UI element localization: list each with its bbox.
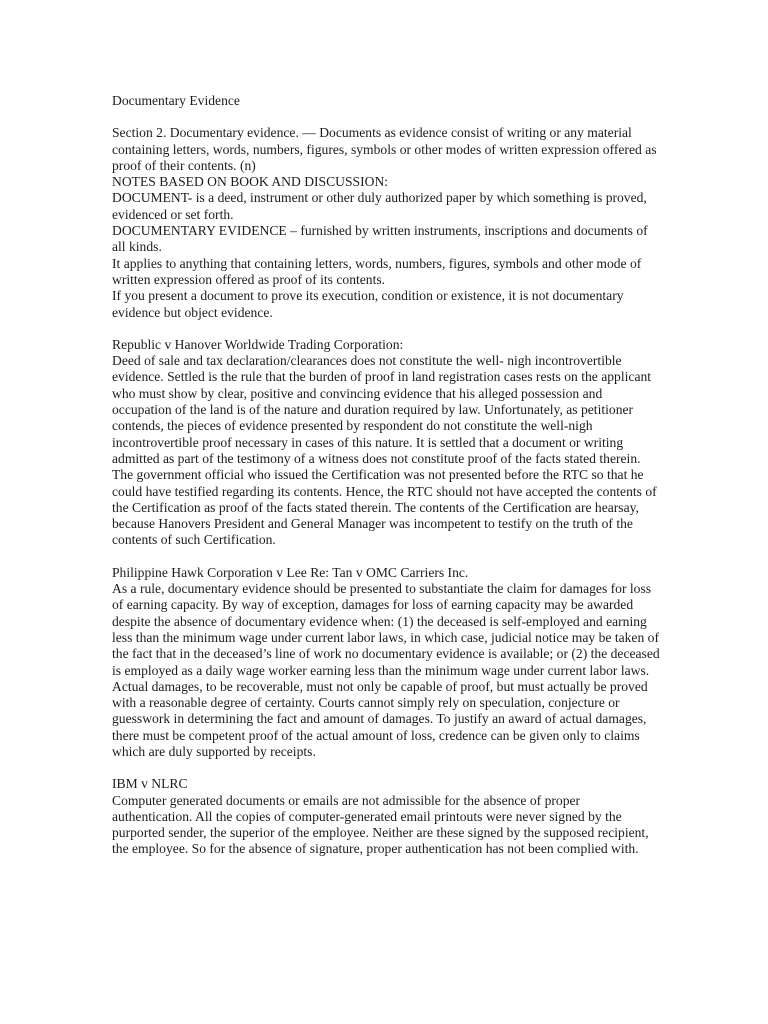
- case-paragraph: The government official who issued the Certification was not presented before the RTC so that he could have testified regarding its contents. Hence, the RTC should not have accepted the contents of the Certification as proof of the facts stated therein. The contents of the Certification are hearsay, because Hanovers President and General Manager was incompetent to testify on the truth of the contents of such Certification.: [112, 467, 657, 548]
- case-paragraph: Deed of sale and tax declaration/clearances does not constitute the well- nigh incontrovertible evidence. Settled is the rule that the burden of proof in land registration cases rests on the applicant who must show by clear, positive and convincing evidence that his alleged possession and occupation of the land is of the nature and duration required by law. Unfortunately, as petitioner contends, the pieces of evidence presented by respondent do not constitute the well-nigh incontrovertible proof necessary in cases of this nature. It is settled that a document or writing admitted as part of the testimony of a witness does not constitute proof of the facts stated therein.: [112, 353, 652, 466]
- document-title: Documentary Evidence: [112, 93, 240, 108]
- case-block-ibm-v-nlrc: [112, 776, 662, 857]
- document-definition: DOCUMENT- is a deed, instrument or other duly authorized paper by which something is proved, evidenced or set forth.: [112, 190, 647, 222]
- section-2-block: [112, 125, 662, 321]
- documentary-evidence-definition: DOCUMENTARY EVIDENCE – furnished by written instruments, inscriptions and documents of all kinds.: [112, 223, 648, 255]
- case-block-republic-v-hanover: [112, 337, 662, 549]
- case-heading: Republic v Hanover Worldwide Trading Corporation:: [112, 336, 404, 352]
- case-heading: Philippine Hawk Corporation v Lee Re: Tan v OMC Carriers Inc.: [112, 564, 469, 580]
- notes-heading: NOTES BASED ON BOOK AND DISCUSSION:: [112, 174, 389, 190]
- document-page: [112, 93, 662, 874]
- case-paragraph: Computer generated documents or emails are not admissible for the absence of proper authentication. All the copies of computer-generated email printouts were never signed by the purported sender, the superior of the employee. Neither are these signed by the supposed recipient, the employee. So for the absence of signature, proper authentication has not been complied with.: [112, 792, 649, 857]
- case-heading: IBM v NLRC: [112, 776, 188, 792]
- case-block-philippine-hawk: [112, 565, 662, 761]
- case-paragraph: Actual damages, to be recoverable, must not only be capable of proof, but must actually be proved with a reasonable degree of certainty. Courts cannot simply rely on speculation, conjecture or guesswork in determining the fact and amount of damages. To justify an award of actual damages, there must be competent proof of the actual amount of loss, credence can be given only to claims which are duly supported by receipts.: [112, 678, 648, 759]
- section-2-text: Section 2. Documentary evidence. — Documents as evidence consist of writing or any material containing letters, words, numbers, figures, symbols or other modes of written expression offered as proof of their contents. (n): [112, 125, 657, 173]
- application-note: It applies to anything that containing letters, words, numbers, figures, symbols and other mode of written expression offered as proof of its contents.: [112, 255, 642, 287]
- object-evidence-note: If you present a document to prove its execution, condition or existence, it is not documentary evidence but object evidence.: [112, 288, 624, 320]
- case-paragraph: As a rule, documentary evidence should be presented to substantiate the claim for damages for loss of earning capacity. By way of exception, damages for loss of earning capacity may be awarded despite the absence of documentary evidence when: (1) the deceased is self-employed and earning less than the minimum wage under current labor laws, in which case, judicial notice may be taken of the fact that in the deceased’s line of work no documentary evidence is available; or (2) the deceased is employed as a daily wage worker earning less than the minimum wage under current labor laws.: [112, 581, 660, 678]
